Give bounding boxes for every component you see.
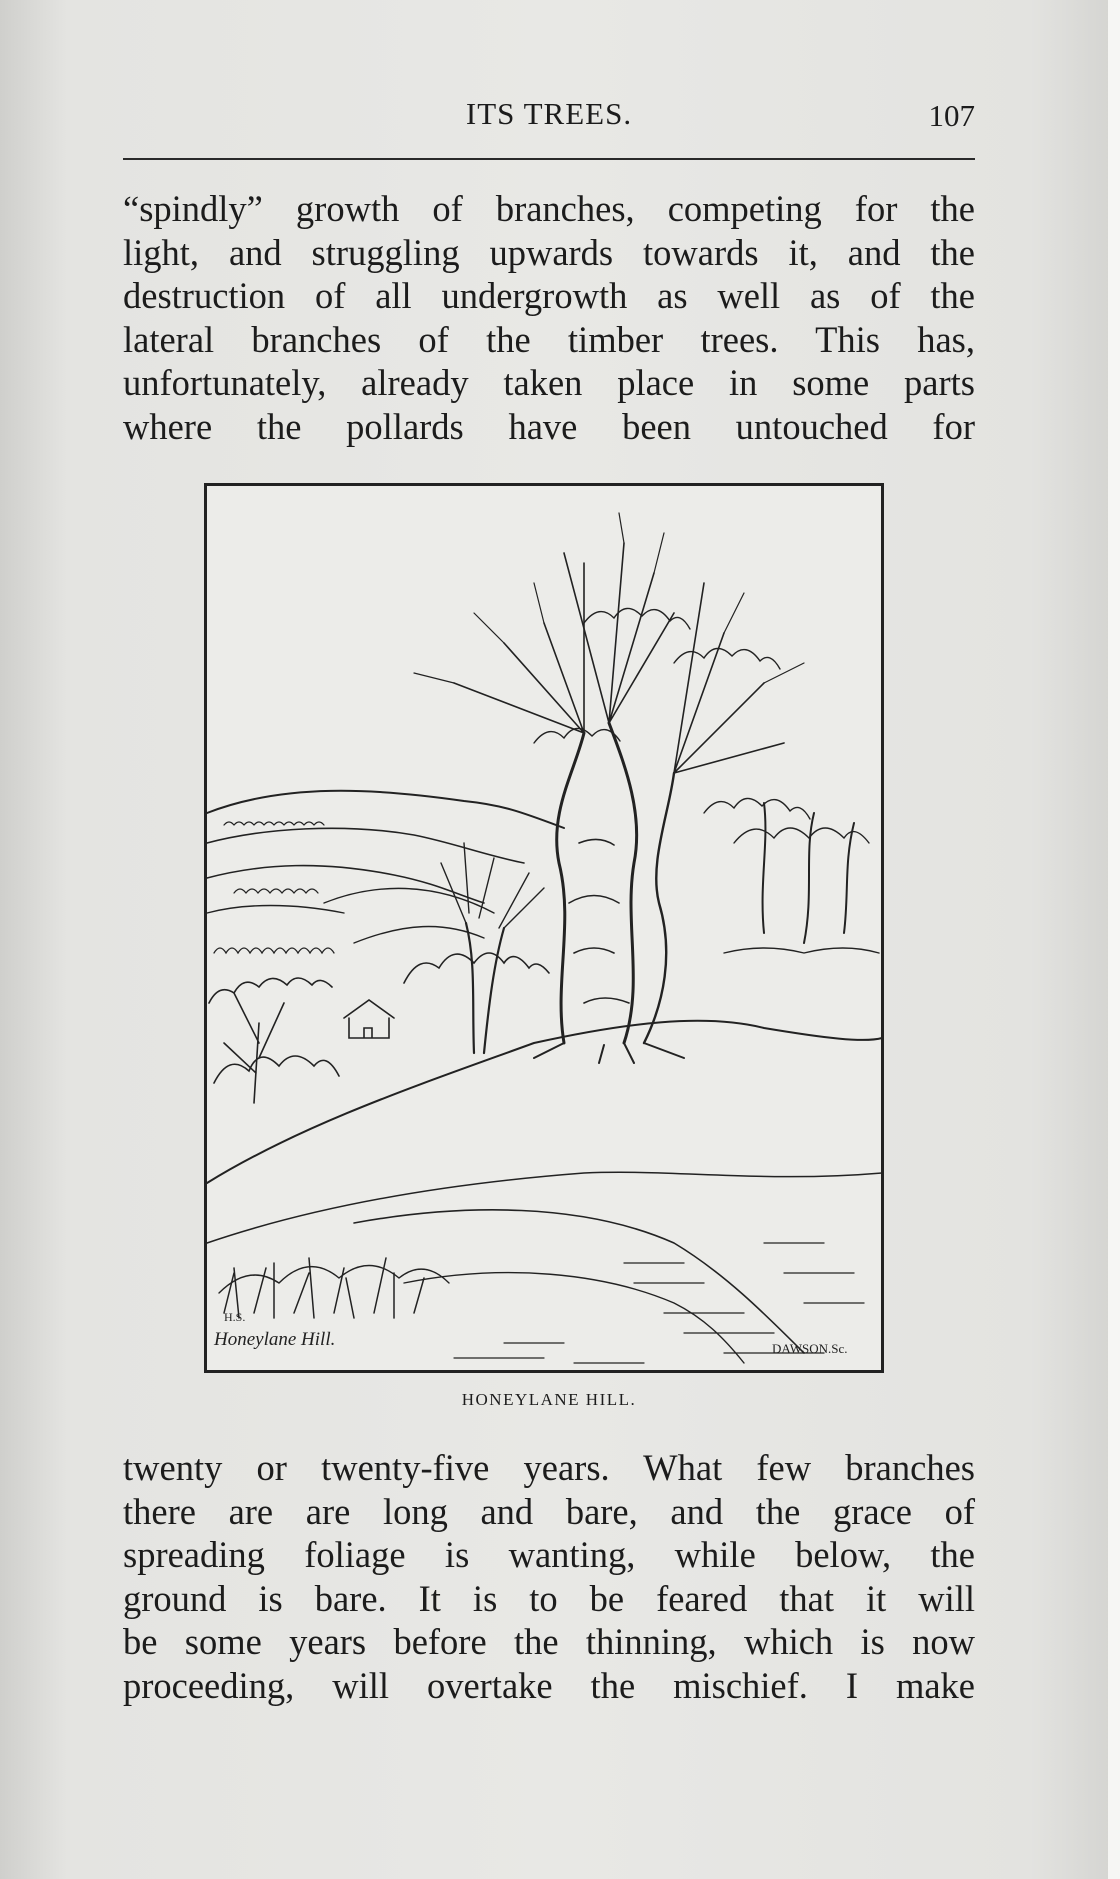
header-rule xyxy=(123,158,975,160)
inscription-engraver: DAWSON.Sc. xyxy=(772,1341,848,1356)
text-line: “spindly” growth of branches, competing for the xyxy=(123,188,975,229)
text-line: lateral branches of the timber trees. This has, xyxy=(123,318,975,360)
page-edge xyxy=(1108,0,1120,1879)
text-line: light, and struggling upwards towards it, and the xyxy=(123,231,975,273)
text-line: be some years before the thinning, which is now xyxy=(123,1621,975,1662)
text-line: destruction of all undergrowth as well as of the xyxy=(123,275,975,316)
text-line: proceeding, will overtake the mischief. I make xyxy=(123,1664,975,1706)
inscription-artist: H.S. xyxy=(224,1310,246,1324)
text-line: twenty or twenty-five years. What few branches xyxy=(123,1447,975,1488)
text-line: where the pollards have been untouched for xyxy=(123,405,975,447)
paragraph-bottom xyxy=(123,1446,975,1707)
paragraph-top xyxy=(123,187,975,448)
running-head: ITS TREES. xyxy=(465,96,633,131)
page-number: 107 xyxy=(928,98,975,133)
engraving-illustration xyxy=(204,483,884,1373)
figure-caption: HONEYLANE HILL. xyxy=(461,1390,637,1409)
inscription-title: Honeylane Hill. xyxy=(214,1329,336,1350)
text-line: there are are long and bare, and the grace of xyxy=(123,1490,975,1532)
text-line: ground is bare. It is to be feared that it will xyxy=(123,1577,975,1619)
page-header xyxy=(123,96,975,136)
text-line: unfortunately, already taken place in some parts xyxy=(123,362,975,403)
text-line: spreading foliage is wanting, while below, the xyxy=(123,1534,975,1575)
